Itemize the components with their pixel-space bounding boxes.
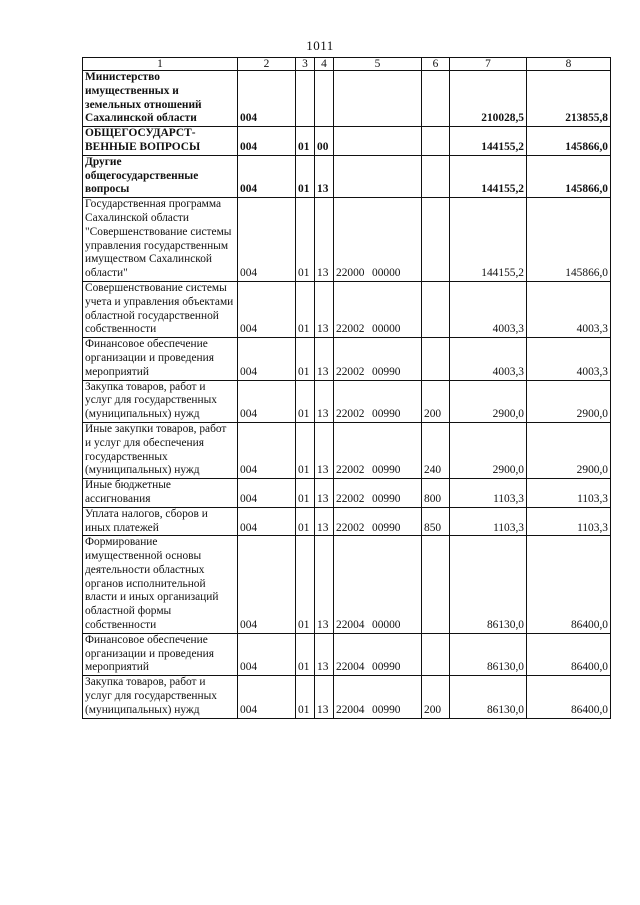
expense-type (422, 338, 450, 380)
target-article-direction: 00000 (372, 323, 401, 336)
target-article-program: 22004 (336, 661, 365, 674)
amount-col7: 210028,5 (450, 71, 527, 127)
target-article (334, 71, 422, 127)
ministry-code: 004 (238, 507, 296, 536)
target-article-program: 22002 (336, 464, 365, 477)
amount-col8: 145866,0 (527, 127, 611, 156)
amount-col7: 86130,0 (450, 633, 527, 675)
amount-col8: 1103,3 (527, 479, 611, 508)
subsection-code: 00 (315, 127, 334, 156)
section-code (296, 71, 315, 127)
row-name: Формирование имущественной основы деятельности областных органов исполнительной власти и иных организаций областной формы собственности (83, 536, 238, 634)
section-code: 01 (296, 633, 315, 675)
amount-col7: 2900,0 (450, 380, 527, 422)
ministry-code: 004 (238, 71, 296, 127)
amount-col8: 4003,3 (527, 338, 611, 380)
amount-col8: 86400,0 (527, 633, 611, 675)
amount-col7: 144155,2 (450, 127, 527, 156)
target-article-direction: 00000 (372, 619, 401, 632)
row-name: ОБЩЕГОСУДАРСТ-ВЕННЫЕ ВОПРОСЫ (83, 127, 238, 156)
ministry-code: 004 (238, 479, 296, 508)
target-article-program: 22002 (336, 408, 365, 421)
column-header: 4 (315, 58, 334, 71)
row-name: Закупка товаров, работ и услуг для государственных (муниципальных) нужд (83, 380, 238, 422)
ministry-code: 004 (238, 338, 296, 380)
target-article (334, 422, 422, 478)
target-article (334, 281, 422, 337)
expense-type (422, 281, 450, 337)
section-code: 01 (296, 338, 315, 380)
target-article-direction: 00990 (372, 408, 401, 421)
subsection-code: 13 (315, 536, 334, 634)
target-article-program: 22002 (336, 492, 365, 505)
row-name: Уплата налогов, сборов и иных платежей (83, 507, 238, 536)
target-article-program: 22002 (336, 323, 365, 336)
subsection-code: 13 (315, 155, 334, 197)
expense-type (422, 155, 450, 197)
subsection-code (315, 71, 334, 127)
section-code: 01 (296, 422, 315, 478)
amount-col7: 4003,3 (450, 338, 527, 380)
subsection-code: 13 (315, 479, 334, 508)
table-row (83, 536, 611, 634)
target-article-direction: 00990 (372, 464, 401, 477)
expense-type: 850 (422, 507, 450, 536)
section-code: 01 (296, 155, 315, 197)
subsection-code: 13 (315, 422, 334, 478)
subsection-code: 13 (315, 198, 334, 282)
section-code: 01 (296, 380, 315, 422)
target-article (334, 479, 422, 508)
ministry-code: 004 (238, 281, 296, 337)
section-code: 01 (296, 281, 315, 337)
target-article-program: 22002 (336, 365, 365, 378)
target-article (334, 338, 422, 380)
amount-col8: 1103,3 (527, 507, 611, 536)
target-article-direction: 00990 (372, 703, 401, 716)
row-name: Закупка товаров, работ и услуг для государственных (муниципальных) нужд (83, 676, 238, 718)
header-row (83, 58, 611, 71)
amount-col7: 86130,0 (450, 676, 527, 718)
expense-type: 200 (422, 380, 450, 422)
column-header: 1 (83, 58, 238, 71)
target-article-program: 22004 (336, 703, 365, 716)
amount-col7: 144155,2 (450, 198, 527, 282)
expense-type: 800 (422, 479, 450, 508)
amount-col8: 2900,0 (527, 422, 611, 478)
amount-col7: 1103,3 (450, 479, 527, 508)
subsection-code: 13 (315, 338, 334, 380)
subsection-code: 13 (315, 676, 334, 718)
table-row (83, 71, 611, 127)
section-code: 01 (296, 127, 315, 156)
target-article (334, 380, 422, 422)
target-article (334, 676, 422, 718)
column-header: 3 (296, 58, 315, 71)
row-name: Министерство имущественных и земельных отношений Сахалинской области (83, 71, 238, 127)
target-article-direction: 00990 (372, 492, 401, 505)
column-header: 2 (238, 58, 296, 71)
target-article-program: 22002 (336, 521, 365, 534)
amount-col8: 145866,0 (527, 155, 611, 197)
ministry-code: 004 (238, 422, 296, 478)
target-article-program: 22004 (336, 619, 365, 632)
row-name: Другие общегосударственные вопросы (83, 155, 238, 197)
section-code: 01 (296, 479, 315, 508)
amount-col7: 86130,0 (450, 536, 527, 634)
section-code: 01 (296, 676, 315, 718)
amount-col8: 86400,0 (527, 536, 611, 634)
ministry-code: 004 (238, 633, 296, 675)
ministry-code: 004 (238, 127, 296, 156)
table-row (83, 281, 611, 337)
table-row (83, 380, 611, 422)
amount-col8: 86400,0 (527, 676, 611, 718)
expense-type: 240 (422, 422, 450, 478)
target-article (334, 127, 422, 156)
budget-table (82, 57, 611, 719)
row-name: Государственная программа Сахалинской области "Совершенствование системы управления государственным имуществом Сахалинской области" (83, 198, 238, 282)
column-header: 5 (334, 58, 422, 71)
expense-type: 200 (422, 676, 450, 718)
expense-type (422, 536, 450, 634)
row-name: Иные закупки товаров, работ и услуг для обеспечения государственных (муниципальных) нужд (83, 422, 238, 478)
amount-col7: 2900,0 (450, 422, 527, 478)
ministry-code: 004 (238, 155, 296, 197)
target-article (334, 155, 422, 197)
target-article (334, 198, 422, 282)
amount-col7: 4003,3 (450, 281, 527, 337)
target-article-program: 22000 (336, 267, 365, 280)
table-row (83, 676, 611, 718)
target-article (334, 633, 422, 675)
table-row (83, 422, 611, 478)
table-row (83, 198, 611, 282)
section-code: 01 (296, 536, 315, 634)
row-name: Иные бюджетные ассигнования (83, 479, 238, 508)
subsection-code: 13 (315, 380, 334, 422)
row-name: Финансовое обеспечение организации и проведения мероприятий (83, 633, 238, 675)
table-row (83, 507, 611, 536)
expense-type (422, 71, 450, 127)
table-row (83, 155, 611, 197)
page-number: 1011 (306, 38, 334, 53)
target-article-direction: 00990 (372, 661, 401, 674)
column-header: 8 (527, 58, 611, 71)
amount-col7: 144155,2 (450, 155, 527, 197)
subsection-code: 13 (315, 507, 334, 536)
column-header: 7 (450, 58, 527, 71)
target-article (334, 507, 422, 536)
section-code: 01 (296, 507, 315, 536)
table-row (83, 127, 611, 156)
ministry-code: 004 (238, 676, 296, 718)
expense-type (422, 198, 450, 282)
target-article (334, 536, 422, 634)
ministry-code: 004 (238, 198, 296, 282)
table-row (83, 338, 611, 380)
target-article-direction: 00000 (372, 267, 401, 280)
row-name: Совершенствование системы учета и управления объектами областной государственной собственности (83, 281, 238, 337)
amount-col8: 145866,0 (527, 198, 611, 282)
target-article-direction: 00990 (372, 521, 401, 534)
expense-type (422, 127, 450, 156)
amount-col8: 4003,3 (527, 281, 611, 337)
table-row (83, 479, 611, 508)
subsection-code: 13 (315, 281, 334, 337)
section-code: 01 (296, 198, 315, 282)
expense-type (422, 633, 450, 675)
subsection-code: 13 (315, 633, 334, 675)
ministry-code: 004 (238, 380, 296, 422)
amount-col7: 1103,3 (450, 507, 527, 536)
table-row (83, 633, 611, 675)
amount-col8: 213855,8 (527, 71, 611, 127)
amount-col8: 2900,0 (527, 380, 611, 422)
ministry-code: 004 (238, 536, 296, 634)
column-header: 6 (422, 58, 450, 71)
target-article-direction: 00990 (372, 365, 401, 378)
row-name: Финансовое обеспечение организации и проведения мероприятий (83, 338, 238, 380)
